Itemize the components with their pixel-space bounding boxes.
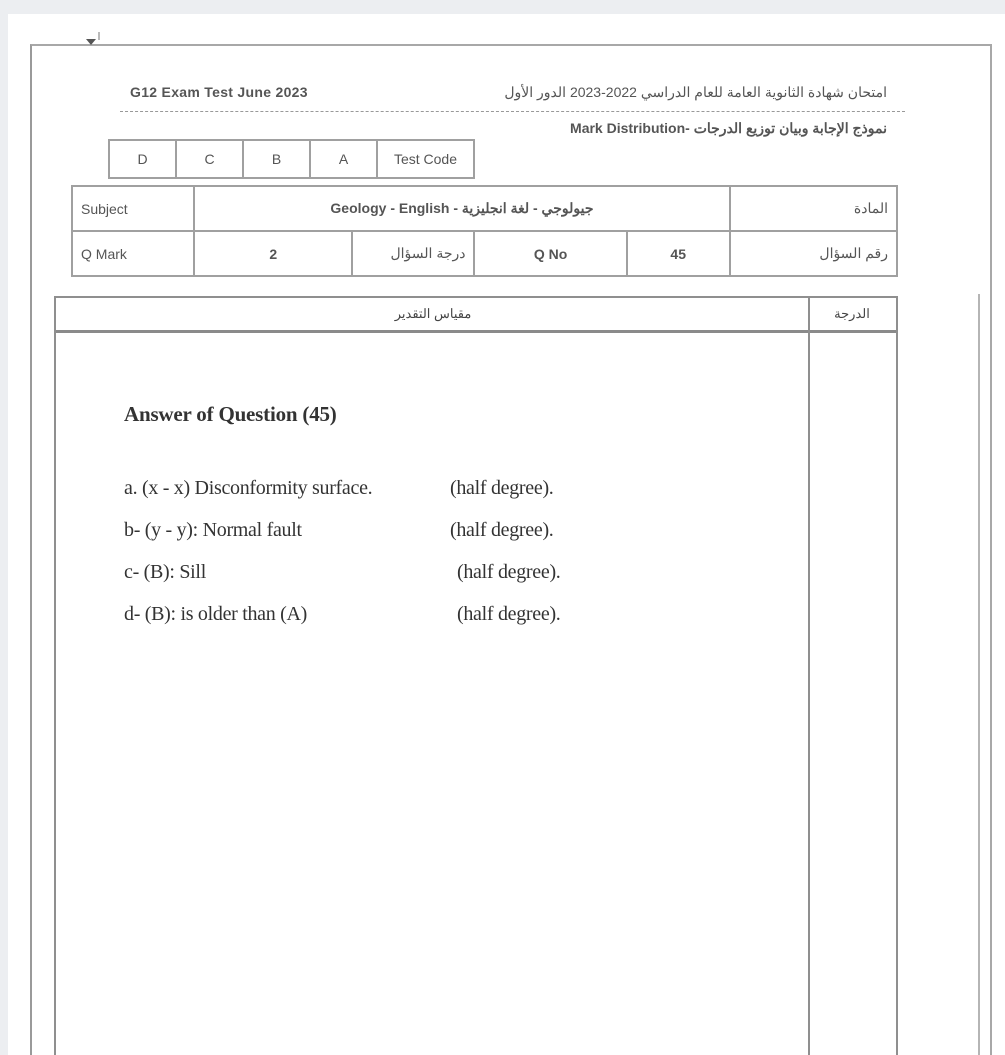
answer-mark: (half degree). — [457, 603, 561, 625]
test-code-option-d: D — [109, 140, 176, 178]
test-code-option-b: B — [243, 140, 310, 178]
score-header: الدرجة — [834, 306, 870, 321]
answer-text: a. (x - x) Disconformity surface. — [124, 477, 373, 499]
header-divider — [120, 111, 905, 112]
test-code-table — [108, 139, 475, 179]
qmark-label: Q Mark — [72, 231, 194, 276]
scale-header: مقياس التقدير — [394, 306, 472, 321]
question-info-table — [71, 185, 898, 277]
test-code-option-c: C — [176, 140, 243, 178]
grading-header-row — [56, 298, 896, 333]
answer-text: b- (y - y): Normal fault — [124, 519, 302, 541]
subject-label-arabic: المادة — [730, 186, 897, 231]
answer-title: Answer of Question (45) — [124, 402, 337, 426]
exam-title-arabic: امتحان شهادة الثانوية العامة للعام الدراسي 2022-2023 الدور الأول — [504, 84, 887, 100]
qno-label: Q No — [474, 231, 626, 276]
answer-item — [124, 561, 561, 603]
answer-mark: (half degree). — [457, 561, 561, 583]
qno-label-arabic: رقم السؤال — [730, 231, 897, 276]
answer-item — [124, 519, 554, 561]
ruler-mark — [98, 32, 100, 40]
answer-mark: (half degree). — [450, 477, 554, 499]
caret-down-icon — [86, 39, 96, 45]
answer-list — [124, 477, 561, 645]
answer-text: c- (B): Sill — [124, 561, 206, 583]
answer-text: d- (B): is older than (A) — [124, 603, 308, 625]
grading-scale-table — [54, 296, 898, 1055]
test-code-label: Test Code — [377, 140, 474, 178]
document-page — [8, 14, 1005, 1055]
subject-label: Subject — [72, 186, 194, 231]
answer-item — [124, 603, 561, 645]
mark-distribution-subtitle: نموذج الإجابة وبيان توزيع الدرجات -Mark Distribution — [570, 120, 887, 136]
qmark-value: 2 — [194, 231, 352, 276]
test-code-option-a: A — [310, 140, 377, 178]
exam-title-english: G12 Exam Test June 2023 — [130, 84, 308, 100]
page-margin-rule — [978, 294, 980, 1055]
subject-value: جيولوجي - لغة انجليزية - Geology - English — [194, 186, 730, 231]
answer-item — [124, 477, 554, 519]
score-column-divider — [808, 298, 810, 1055]
qmark-label-arabic: درجة السؤال — [352, 231, 474, 276]
answer-mark: (half degree). — [450, 519, 554, 541]
qno-value: 45 — [627, 231, 730, 276]
answer-block — [124, 402, 561, 645]
